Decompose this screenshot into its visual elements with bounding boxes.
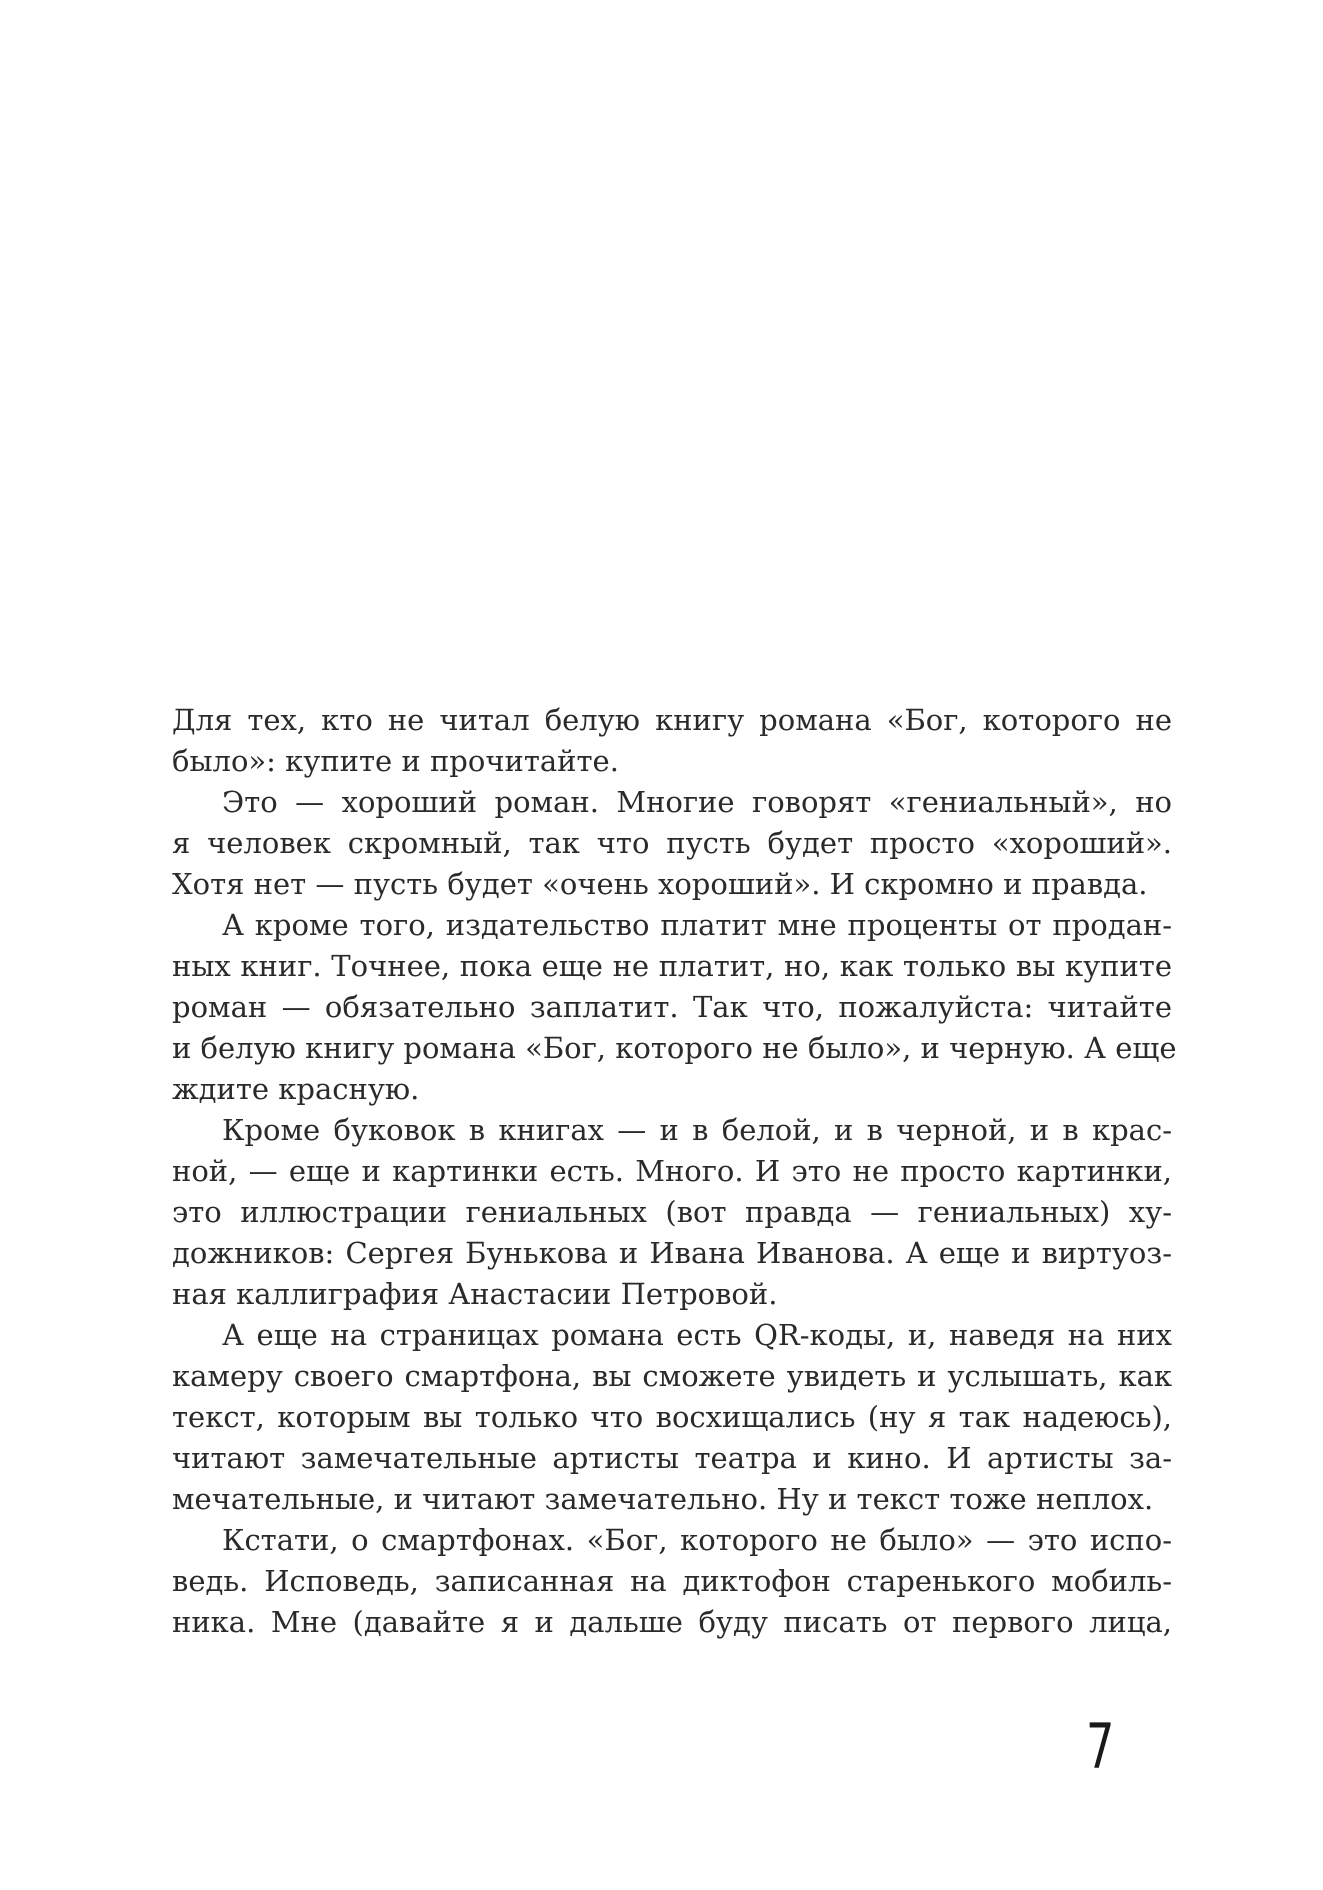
text-line: Кстати, о смартфонах. «Бог, которого не было» — это испо- — [222, 1523, 1172, 1557]
text-line: ных книг. Точнее, пока еще не платит, но, как только вы купите — [172, 949, 1172, 983]
text-line: я человек скромный, так что пусть будет просто «хороший». — [172, 826, 1172, 860]
page-number: 7 — [1086, 1710, 1115, 1783]
text-line: это иллюстрации гениальных (вот правда — гениальных) ху- — [172, 1195, 1172, 1229]
text-line: роман — обязательно заплатит. Так что, пожалуйста: читайте — [172, 990, 1172, 1024]
body-text — [172, 700, 1177, 1643]
text-line: Это — хороший роман. Многие говорят «гениальный», но — [222, 785, 1172, 819]
text-line: дожников: Сергея Бунькова и Ивана Иванова. А еще и виртуоз- — [172, 1236, 1172, 1270]
text-line: ника. Мне (давайте я и дальше буду писать от первого лица, — [172, 1605, 1172, 1639]
text-line: было»: купите и прочитайте. — [172, 744, 619, 778]
text-line: ная каллиграфия Анастасии Петровой. — [172, 1277, 778, 1311]
text-line: Хотя нет — пусть будет «очень хороший». И скромно и правда. — [172, 867, 1148, 901]
text-line: и белую книгу романа «Бог, которого не было», и черную. А еще — [172, 1031, 1177, 1065]
text-line: ведь. Исповедь, записанная на диктофон старенького мобиль- — [172, 1564, 1172, 1598]
text-line: ной, — еще и картинки есть. Много. И это не просто картинки, — [172, 1154, 1172, 1188]
text-line: мечательные, и читают замечательно. Ну и текст тоже неплох. — [172, 1482, 1154, 1516]
text-line: камеру своего смартфона, вы сможете увидеть и услышать, как — [172, 1359, 1172, 1393]
text-line: А кроме того, издательство платит мне проценты от продан- — [222, 908, 1172, 942]
text-line: текст, которым вы только что восхищались (ну я так надеюсь), — [172, 1400, 1172, 1434]
text-line: Для тех, кто не читал белую книгу романа «Бог, которого не — [172, 703, 1172, 737]
text-line: ждите красную. — [172, 1072, 420, 1106]
text-line: Кроме буковок в книгах — и в белой, и в черной, и в крас- — [222, 1113, 1172, 1147]
text-line: А еще на страницах романа есть QR-коды, и, наведя на них — [222, 1318, 1172, 1352]
text-line: читают замечательные артисты театра и кино. И артисты за- — [172, 1441, 1172, 1475]
